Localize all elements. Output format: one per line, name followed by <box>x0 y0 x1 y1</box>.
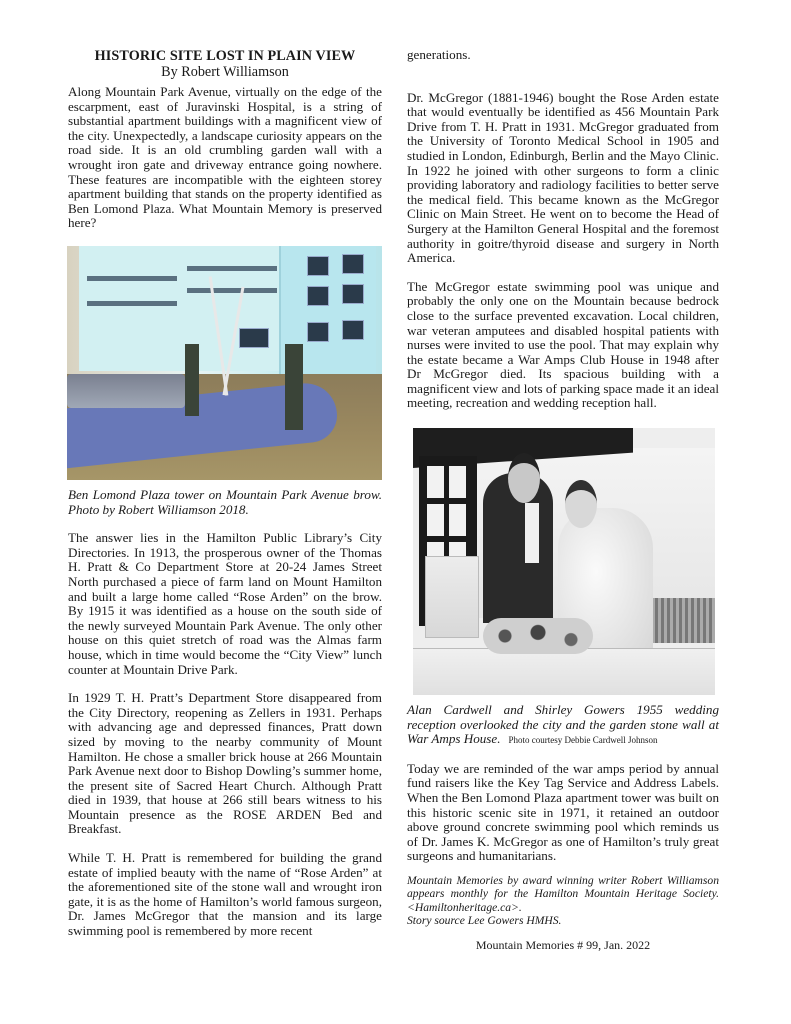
paragraph-1929: In 1929 T. H. Pratt’s Department Store disappeared from the City Directory, reopening as Zellers in 1931. Perhaps with advancing age and depressed finances, Pratt down sized by moving to the nearby community of Mount Hamilton. He chose a smaller brick house at 266 Mountain Park Avenue next door to Bishop Dowling’s summer home, the present site of Sacred Heart Church. Although Pratt died in 1939, that house at 266 still bears witness to his Mountain presence as the ROSE ARDEN Bed and Breakfast. <box>68 690 382 837</box>
wedding-photo-caption <box>407 703 719 748</box>
window <box>307 322 329 342</box>
building-photo-caption: Ben Lomond Plaza tower on Mountain Park Avenue brow. Photo by Robert Williamson 2018. <box>68 487 382 517</box>
paragraph-swimming-pool: The McGregor estate swimming pool was unique and probably the only one on the Mountain because bedrock close to the surface prevented excavation. Local children, war veteran amputees and disabled hospital patients with nurses were invited to use the pool. That may explain why the estate became a War Amps Club House in 1948 after Dr McGregor died. Its spacious building with a magnificent view and lots of parking space made it an ideal meeting, recreation and wedding reception hall. <box>407 278 719 411</box>
right-column-lower <box>407 703 719 953</box>
window <box>342 254 364 274</box>
window <box>307 286 329 306</box>
table <box>413 648 715 695</box>
article-title: HISTORIC SITE LOST IN PLAIN VIEW <box>94 48 356 64</box>
wedding-cake <box>425 556 479 638</box>
city-view <box>643 598 715 643</box>
building-photo <box>67 246 382 480</box>
balcony <box>87 301 177 306</box>
paragraph-pratt-remembered: While T. H. Pratt is remembered for building the grand estate of implied beauty with the name of “Rose Arden” at the aforementioned site of the stone wall and wrought iron gate, it is as the home of Hamilton’s world famous surgeon, Dr. James McGregor that the mansion and its large swimming pool is remembered by more recent <box>68 850 382 939</box>
paragraph-generations: generations. <box>407 47 471 62</box>
groom-shirt <box>525 503 539 563</box>
window <box>307 256 329 276</box>
left-column <box>68 48 382 231</box>
paragraph-mcgregor-bio: Dr. McGregor (1881-1946) bought the Rose Arden estate that would eventually be identified as 456 Mountain Park Drive from T. H. Pratt in 1931. McGregor graduated from the University of Toronto Medical School in 1905 and studied in London, Edinburgh, Berlin and the Mayo Clinic. In 1922 he joined with other surgeons to form a clinic providing laboratory and radiology facilities to better serve the medical field. This became known as the McGregor Clinic on Main Street. He went on to become the Head of Surgery at the Hamilton General Hospital and the foremost authority in goitre/thyroid disease and surgery in North America. <box>407 89 719 266</box>
window <box>239 328 269 348</box>
right-column <box>407 48 719 411</box>
stone-wall <box>67 374 185 408</box>
gate-post-right <box>285 344 303 430</box>
paragraph-today: Today we are reminded of the war amps period by annual fund raisers like the Key Tag Service and Address Labels. When the Ben Lomond Plaza apartment tower was built on this historic scenic site in 1971, it retained an outdoor above ground concrete swimming pool which reminds us of Dr. James K. McGregor as one of Hamilton’s truly great surgeons and humanitarians. <box>407 760 719 864</box>
article-byline: By Robert Williamson <box>161 64 289 80</box>
groom-head <box>508 453 540 503</box>
balcony <box>187 266 277 271</box>
photo-credit: Photo courtesy Debbie Cardwell Johnson <box>508 735 658 746</box>
window <box>342 284 364 304</box>
issue-label: Mountain Memories # 99, Jan. 2022 <box>475 937 651 952</box>
paragraph-answer: The answer lies in the Hamilton Public Library’s City Directories. In 1913, the prosperous owner of the Thomas H. Pratt & Co Department Store at 20-24 James Street North purchased a piece of farm land on Mount Hamilton and built a large home called “Rose Arden” on the brow. By 1915 it was identified as a house on the south side of the newly surveyed Mountain Park Avenue. The only other house on this quiet stretch of road was the Almas farm house, which in time would become the “City View” lunch counter at Mountain Drive Park. <box>68 530 382 677</box>
bride-head <box>565 480 597 528</box>
balcony <box>87 276 177 281</box>
wedding-photo <box>413 428 715 695</box>
author-note: Mountain Memories by award winning writer Robert Williamson appears monthly for the Hamilton Mountain Heritage Society. <Hamiltonheritage.ca>. <box>407 873 719 914</box>
gate-post-left <box>185 344 199 416</box>
flower-bouquet <box>483 618 593 654</box>
wedding-caption-text: Alan Cardwell and Shirley Gowers 1955 wedding reception overlooked the city and the garden stone wall at War Amps House. <box>407 702 719 747</box>
story-source: Story source Lee Gowers HMHS. <box>407 914 562 928</box>
paragraph-intro: Along Mountain Park Avenue, virtually on the edge of the escarpment, east of Juravinski Hospital, is a string of substantial apartment buildings with a magnificent view of the city. Unexpectedly, a landscape curiosity appears on the road side. It is an old crumbling garden wall with a wrought iron gate and driveway entrance going nowhere. These features are incompatible with the eighteen storey apartment building that stands on the property identified as Ben Lomond Plaza. What Mountain Memory is preserved here? <box>68 84 382 231</box>
window <box>342 320 364 340</box>
balcony <box>187 288 277 293</box>
left-column-lower <box>68 488 382 939</box>
